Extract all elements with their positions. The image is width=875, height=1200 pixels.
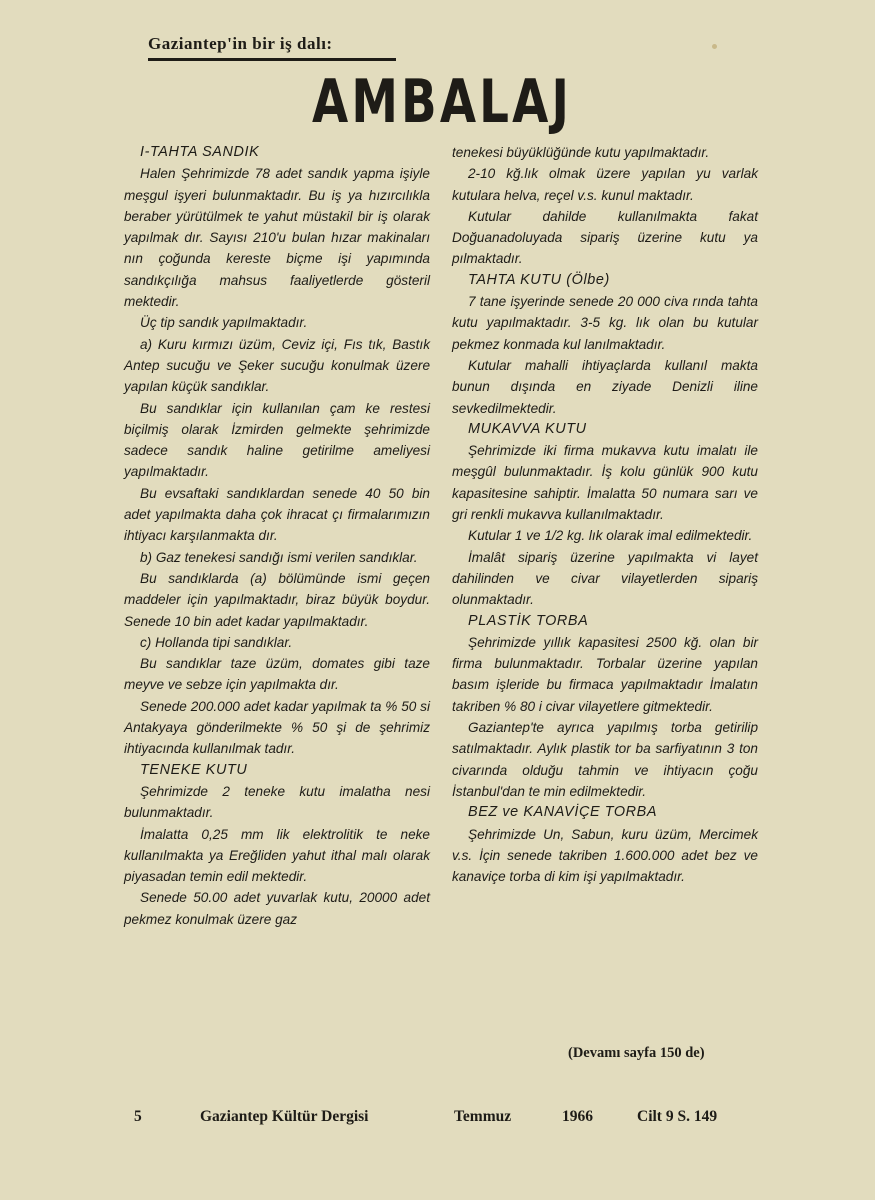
paragraph: 2-10 kğ.lık olmak üzere yapılan yu varlak kutulara helva, reçel v.s. kunul maktadır.	[452, 166, 758, 203]
paragraph: tenekesi büyüklüğünde kutu yapılmaktadır.	[452, 145, 710, 160]
paragraph: a) Kuru kırmızı üzüm, Ceviz içi, Fıs tık, Bastık Antep sucuğu ve Şeker sucuğu konulmak üzere yapılan küçük sandıklar.	[124, 336, 430, 395]
paragraph: Şehrimizde Un, Sabun, kuru üzüm, Mercimek v.s. İçin senede takriben 1.600.000 adet bez ve kanaviçe torba di kim işi yapılmaktadır.	[452, 826, 758, 885]
right-text-column	[452, 142, 758, 887]
journal-name: Gaziantep Kültür Dergisi	[200, 1108, 369, 1125]
article-title: AMBALAJ	[312, 67, 572, 137]
paragraph: Kutular mahalli ihtiyaçlarda kullanıl makta bunun dışında en ziyade Denizli iline sevkedilmektedir.	[452, 357, 758, 416]
section-heading: BEZ ve KANAVİÇE TORBA	[468, 804, 658, 821]
paragraph: Şehrimizde yıllık kapasitesi 2500 kğ. olan bir firma bulunmaktadır. Torbalar üzerine yapılan basım işleride bu firmaca yapılmaktadır İmalatın takriben % 80 i civar vilayetlere gitmektedir.	[452, 634, 758, 714]
paragraph: Bu evsaftaki sandıklardan senede 40 50 bin adet yapılmakta daha çok ihracat çı firmalarımızın ihtiyacı karşılanmakta dır.	[124, 485, 430, 544]
paragraph: c) Hollanda tipi sandıklar.	[140, 634, 293, 650]
paragraph: Kutular dahilde kullanılmakta fakat Doğuanadoluyada sipariş üzerine kutu ya pılmaktadır.	[452, 208, 758, 267]
issue-month: Temmuz	[454, 1108, 512, 1125]
paragraph: 7 tane işyerinde senede 20 000 civa rında tahta kutu yapılmaktadır. 3-5 kg. lık olan bu kutular pekmez konmada kul lanılmaktadır.	[452, 294, 758, 352]
paragraph: Bu sandıklarda (a) bölümünde ismi geçen maddeler için yapılmaktadır, biraz büyük boydur. Senede 10 bin adet kadar yapılmaktadır.	[124, 570, 430, 629]
section-heading: MUKAVVA KUTU	[468, 420, 587, 437]
paragraph: Bu sandıklar taze üzüm, domates gibi taze meyve ve sebze için yapılmakta dır.	[124, 656, 430, 693]
continued-note: (Devamı sayfa 150 de)	[568, 1045, 705, 1061]
paragraph: Halen Şehrimizde 78 adet sandık yapma işiyle meşgul işyeri bulunmaktadır. Bu iş ya hızırcılıkla beraber yürütülmek te yahut müstakil bir iş olarak yapılmak dır. Sayısı 210'u bulan hızar makinaları nın çoğunda kereste biçme işi yapımında sandıkçılığa mahsus faaliyetlerde gösteril mektedir.	[124, 166, 430, 310]
page-footer	[0, 1108, 875, 1132]
section-heading: TAHTA KUTU (Ölbe)	[468, 271, 610, 288]
paragraph: Şehrimizde 2 teneke kutu imalatha nesi bulunmaktadır.	[124, 783, 430, 821]
ink-speck	[712, 44, 717, 49]
paragraph: İmalât sipariş üzerine yapılmakta vi layet dahilinden ve civar vilayetlerden sipariş olunmaktadır.	[452, 549, 758, 608]
issue-year: 1966	[562, 1108, 593, 1125]
volume-issue: Cilt 9 S. 149	[637, 1108, 718, 1125]
section-heading: TENEKE KUTU	[140, 761, 248, 778]
section-heading: PLASTİK TORBA	[468, 612, 589, 629]
section-heading: I-TAHTA SANDIK	[140, 144, 260, 160]
paragraph: Senede 200.000 adet kadar yapılmak ta % 50 si Antakyaya gönderilmekte % 50 şi de şehrimiz ihtiyacında kullanılmak tadır.	[124, 698, 430, 757]
article-kicker: Gaziantep'in bir iş dalı:	[148, 34, 333, 53]
kicker-underline	[148, 58, 396, 61]
paragraph: Gaziantep'te ayrıca yapılmış torba getirilip satılmaktadır. Aylık plastik tor ba sarfiyatının 3 ton civarında olduğu tahmin ve ihtiyacın çoğu İstanbul'dan te min edilmektedir.	[452, 720, 758, 799]
paragraph: Bu sandıklar için kullanılan çam ke restesi biçilmiş olarak İzmirden gelmekte şehrimizde sadece sandık haline getirilme ameliyesi yapılmaktadır.	[124, 400, 430, 480]
paragraph: Senede 50.00 adet yuvarlak kutu, 20000 adet pekmez konulmak üzere gaz	[124, 890, 430, 927]
left-text-column	[124, 142, 430, 930]
paragraph: Şehrimizde iki firma mukavva kutu imalatı ile meşgûl bulunmaktadır. İş kolu günlük 900 kutu kapasitesine sahiptir. İmalatta 50 numara sarı ve gri renkli mukavva kullanılmaktadır.	[452, 443, 758, 523]
paragraph: Kutular 1 ve 1/2 kg. lık olarak imal edilmektedir.	[468, 528, 753, 544]
paragraph: b) Gaz tenekesi sandığı ismi verilen sandıklar.	[140, 549, 418, 565]
paragraph: İmalatta 0,25 mm lik elektrolitik te neke kullanılmakta ya Ereğliden yahut ithal malı olarak piyasadan temin edil mektedir.	[124, 826, 430, 885]
page-number: 5	[134, 1108, 142, 1125]
paragraph: Üç tip sandık yapılmaktadır.	[140, 315, 308, 331]
